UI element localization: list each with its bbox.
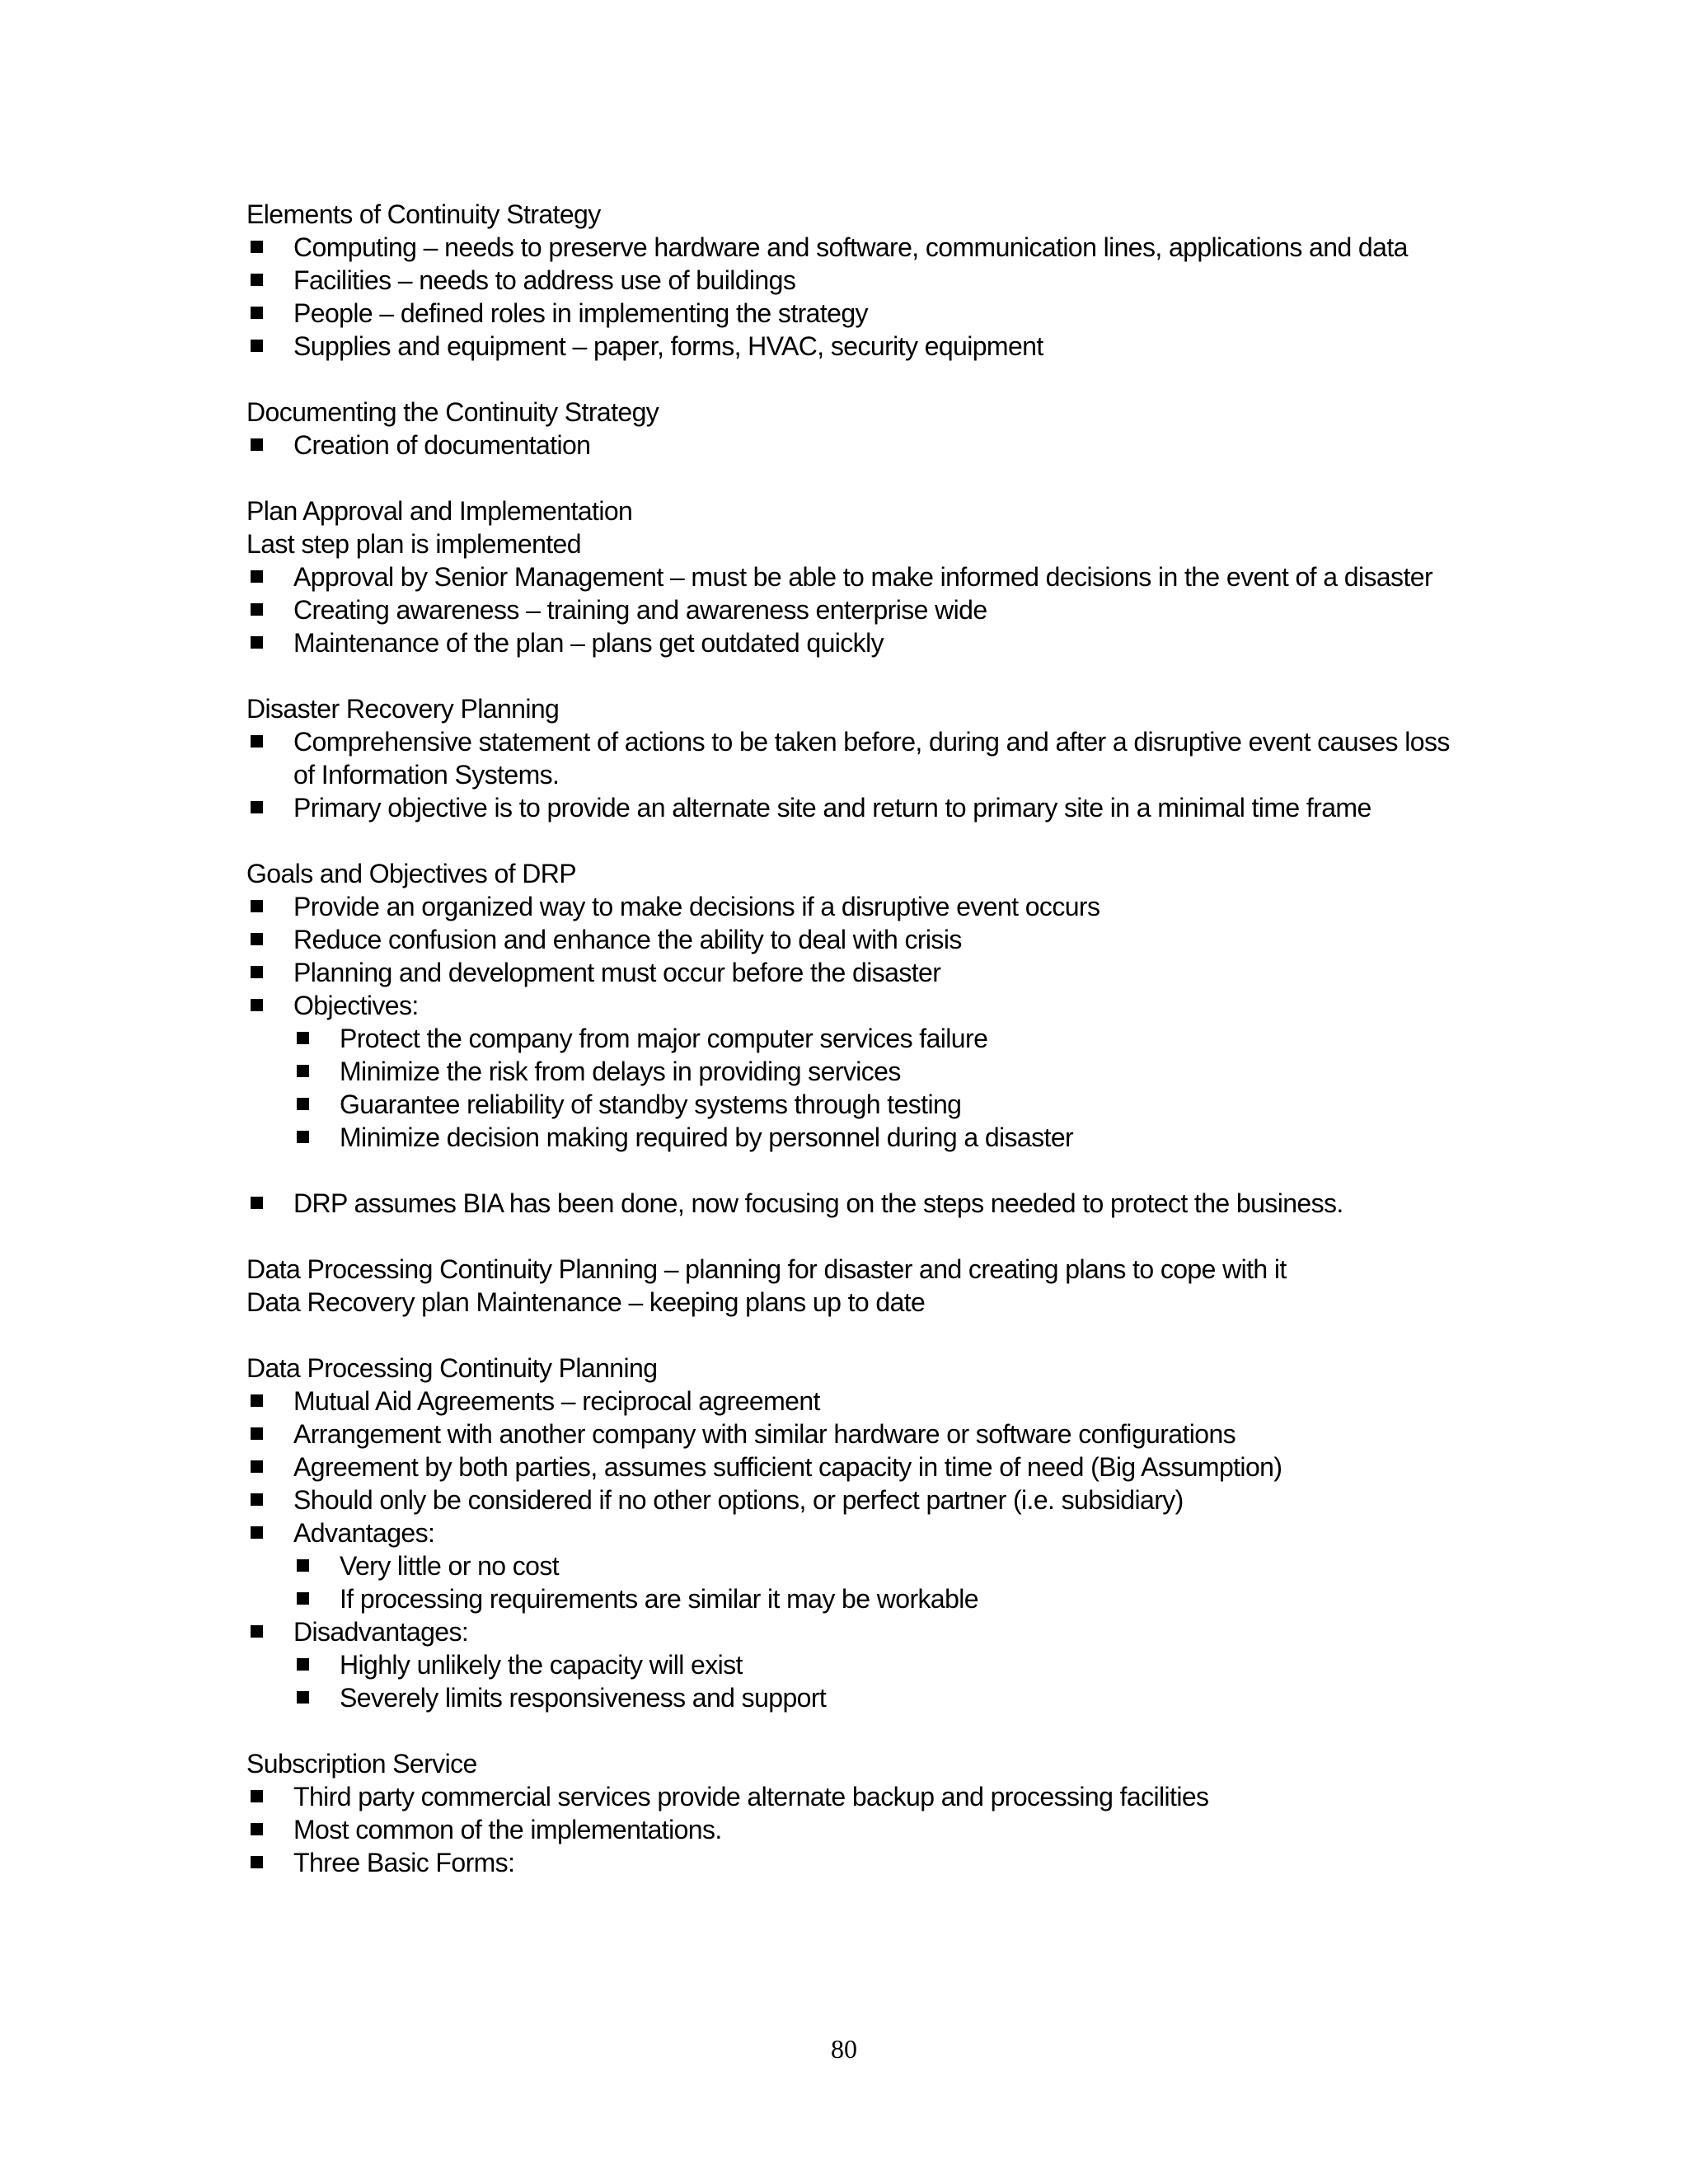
section-definitions <box>246 1253 1466 1319</box>
list-item-text: DRP assumes BIA has been done, now focusing on the steps needed to protect the business. <box>293 1188 1343 1218</box>
list-item-text: Advantages: <box>293 1518 435 1548</box>
list-item-text: Severely limits responsiveness and support <box>340 1683 827 1713</box>
list-item-text: Protect the company from major computer services failure <box>340 1024 988 1053</box>
square-bullet-icon <box>297 1592 309 1605</box>
sub-list-item <box>293 1648 1466 1681</box>
list-item-text: Primary objective is to provide an alternate site and return to primary site in a minimal time frame <box>293 793 1372 823</box>
sub-list-item <box>293 1549 1466 1582</box>
square-bullet-icon <box>251 999 263 1011</box>
list-item <box>246 791 1466 824</box>
square-bullet-icon <box>251 1625 263 1638</box>
list-item <box>246 1846 1466 1879</box>
sub-list-item <box>293 1022 1466 1055</box>
square-bullet-icon <box>251 636 263 649</box>
sub-list-item <box>293 1055 1466 1088</box>
list-item <box>246 923 1466 956</box>
section-heading: Elements of Continuity Strategy <box>246 199 601 229</box>
list-item <box>246 297 1466 330</box>
square-bullet-icon <box>297 1691 309 1704</box>
sub-list-item <box>293 1088 1466 1121</box>
list-item-text: Facilities – needs to address use of buildings <box>293 265 796 295</box>
square-bullet-icon <box>251 1197 263 1209</box>
list-item-text: Very little or no cost <box>340 1551 560 1581</box>
square-bullet-icon <box>251 307 263 319</box>
section-drp <box>246 692 1466 824</box>
list-item <box>246 725 1466 791</box>
list-item-text: Provide an organized way to make decisions if a disruptive event occurs <box>293 892 1100 921</box>
list-item <box>246 593 1466 626</box>
square-bullet-icon <box>251 1526 263 1539</box>
square-bullet-icon <box>251 1427 263 1440</box>
square-bullet-icon <box>251 603 263 616</box>
sub-list-item <box>293 1121 1466 1154</box>
list-item-text: Most common of the implementations. <box>293 1815 722 1844</box>
square-bullet-icon <box>251 735 263 748</box>
blank-line <box>246 1154 1466 1187</box>
list-item-text: Computing – needs to preserve hardware and software, communication lines, applications and data <box>293 232 1408 262</box>
list-item-text: Third party commercial services provide alternate backup and processing facilities <box>293 1782 1209 1811</box>
list-item <box>246 231 1466 264</box>
list-item-text: Should only be considered if no other options, or perfect partner (i.e. subsidiary) <box>293 1485 1184 1515</box>
square-bullet-icon <box>251 1823 263 1835</box>
square-bullet-icon <box>297 1131 309 1143</box>
sub-list-item <box>293 1582 1466 1615</box>
square-bullet-icon <box>251 438 263 451</box>
square-bullet-icon <box>251 900 263 912</box>
section-plan-approval <box>246 494 1466 659</box>
list-item-text: If processing requirements are similar it may be workable <box>340 1584 979 1614</box>
list-item-text: Objectives: <box>293 991 419 1020</box>
list-item-text: Agreement by both parties, assumes sufficient capacity in time of need (Big Assumption) <box>293 1452 1282 1482</box>
list-item-text: Creating awareness – training and awareness enterprise wide <box>293 595 987 625</box>
section-heading: Disaster Recovery Planning <box>246 694 560 724</box>
square-bullet-icon <box>251 1790 263 1802</box>
section-heading: Plan Approval and Implementation <box>246 496 633 526</box>
list-item-text: Reduce confusion and enhance the ability to deal with crisis <box>293 925 962 954</box>
list-item <box>246 1187 1466 1220</box>
list-item-text: Supplies and equipment – paper, forms, HVAC, security equipment <box>293 331 1043 361</box>
list-item-text: Comprehensive statement of actions to be taken before, during and after a disruptive event causes loss of Information Systems. <box>293 727 1450 790</box>
list-item <box>246 1385 1466 1418</box>
square-bullet-icon <box>251 1394 263 1407</box>
square-bullet-icon <box>251 1493 263 1506</box>
list-item <box>246 1780 1466 1813</box>
square-bullet-icon <box>297 1032 309 1044</box>
page-content <box>246 198 1466 1879</box>
sub-list-item <box>293 1681 1466 1714</box>
list-item <box>246 1813 1466 1846</box>
section-dpcp <box>246 1352 1466 1714</box>
list-item-text: Approval by Senior Management – must be able to make informed decisions in the event of a disaster <box>293 562 1432 592</box>
square-bullet-icon <box>251 801 263 813</box>
section-heading: Documenting the Continuity Strategy <box>246 397 659 427</box>
list-item <box>246 330 1466 363</box>
square-bullet-icon <box>251 966 263 978</box>
section-subheading: Last step plan is implemented <box>246 529 581 559</box>
list-item <box>246 560 1466 593</box>
square-bullet-icon <box>251 340 263 352</box>
list-item-text: Creation of documentation <box>293 430 591 460</box>
list-item <box>246 1615 1466 1648</box>
section-subscription <box>246 1747 1466 1879</box>
list-item-text: Three Basic Forms: <box>293 1848 515 1877</box>
section-heading: Data Processing Continuity Planning <box>246 1353 658 1383</box>
list-item <box>246 1516 1466 1549</box>
list-item <box>246 1483 1466 1516</box>
square-bullet-icon <box>297 1065 309 1077</box>
definition-line: Data Processing Continuity Planning – planning for disaster and creating plans to cope with it <box>246 1254 1287 1284</box>
square-bullet-icon <box>251 274 263 286</box>
list-item-text: Arrangement with another company with similar hardware or software configurations <box>293 1419 1236 1449</box>
square-bullet-icon <box>251 570 263 583</box>
list-item-text: Mutual Aid Agreements – reciprocal agreement <box>293 1386 820 1416</box>
list-item <box>246 264 1466 297</box>
list-item <box>246 989 1466 1022</box>
list-item-text: Minimize the risk from delays in providing services <box>340 1057 901 1086</box>
list-item <box>246 890 1466 923</box>
list-item <box>246 1451 1466 1483</box>
list-item <box>246 1418 1466 1451</box>
section-heading: Subscription Service <box>246 1749 477 1779</box>
square-bullet-icon <box>251 933 263 945</box>
section-elements <box>246 198 1466 363</box>
section-goals <box>246 857 1466 1220</box>
square-bullet-icon <box>251 241 263 253</box>
square-bullet-icon <box>297 1559 309 1572</box>
list-item-text: Planning and development must occur before the disaster <box>293 958 941 987</box>
square-bullet-icon <box>251 1460 263 1473</box>
list-item-text: Highly unlikely the capacity will exist <box>340 1650 743 1680</box>
definition-line: Data Recovery plan Maintenance – keeping plans up to date <box>246 1287 926 1317</box>
section-documenting <box>246 396 1466 462</box>
page-number: 80 <box>831 2034 857 2064</box>
section-heading: Goals and Objectives of DRP <box>246 859 576 888</box>
list-item <box>246 626 1466 659</box>
list-item-text: People – defined roles in implementing the strategy <box>293 298 868 328</box>
list-item-text: Guarantee reliability of standby systems through testing <box>340 1090 962 1119</box>
square-bullet-icon <box>297 1658 309 1671</box>
list-item <box>246 429 1466 462</box>
list-item <box>246 956 1466 989</box>
list-item-text: Minimize decision making required by personnel during a disaster <box>340 1122 1074 1152</box>
square-bullet-icon <box>297 1098 309 1110</box>
square-bullet-icon <box>251 1856 263 1868</box>
list-item-text: Disadvantages: <box>293 1617 469 1647</box>
list-item-text: Maintenance of the plan – plans get outdated quickly <box>293 628 884 658</box>
